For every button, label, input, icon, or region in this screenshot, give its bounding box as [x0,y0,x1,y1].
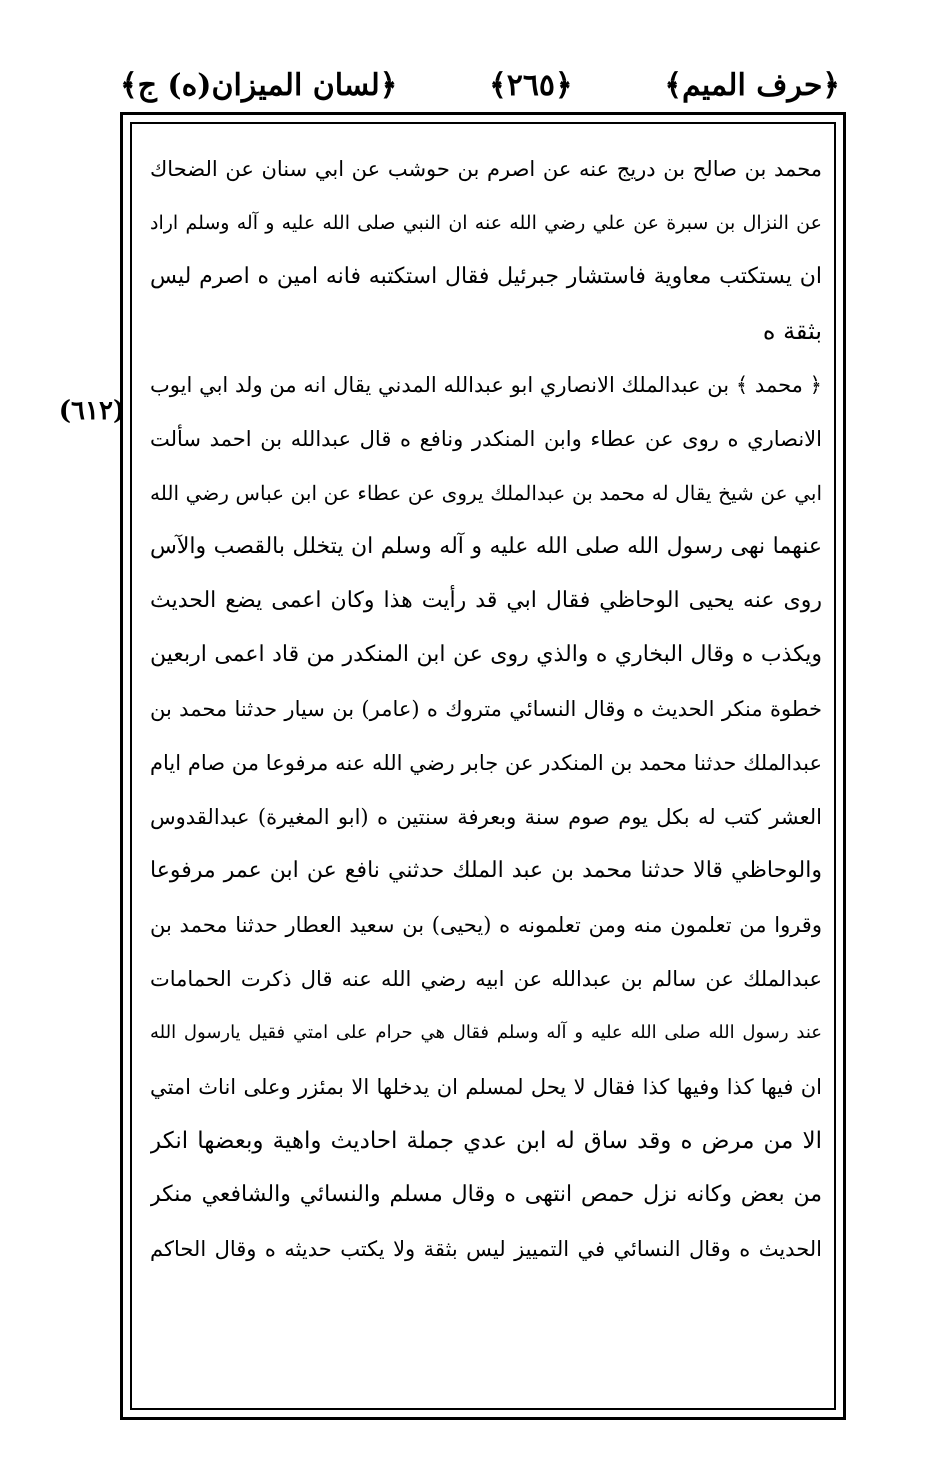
text-line: وقروا من تعلمون منه ومن تعلمونه ه (يحيى) بن سعيد العطار حدثنا محمد بن [150,913,822,937]
text-line: عنهما نهى رسول الله صلى الله عليه و آله وسلم ان يتخلل بالقصب والآس [150,534,822,559]
page-header [120,58,840,112]
text-line: عبدالملك حدثنا محمد بن المنكدر عن جابر رضي الله عنه مرفوعا من صام ايام [150,751,822,775]
text-line: محمد بن صالح بن دريج عنه عن اصرم بن حوشب عن ابي سنان عن الضحاك [150,157,822,181]
page-number: ﴿٢٦٥﴾ [489,67,573,103]
text-line: من بعض وكانه نزل حمص انتهى ه وقال مسلم والنسائي والشافعي منكر [150,1182,822,1207]
text-line: عن النزال بن سبرة عن علي رضي الله عنه ان النبي صلى الله عليه و آله وسلم اراد [150,212,822,234]
text-line: بثقة ه [762,317,822,345]
text-line: ان يستكتب معاوية فاستشار جبرئيل فقال استكتبه فانه امين ه اصرم ليس [150,264,822,289]
text-line: عند رسول الله صلى الله عليه و آله وسلم فقال هي حرام على امتي فقيل يارسول الله [150,1022,822,1043]
text-line: روى عنه يحيى الوحاظي فقال ابي قد رأيت هذا وكان اعمى يضع الحديث [150,588,822,613]
book-title: ﴿لسان الميزان(ه) ج﴾ [120,67,398,103]
text-line: ويكذب ه وقال البخاري ه والذي روى عن ابن المنكدر من قاد اعمى اربعين [150,642,822,667]
text-line: الا من مرض ه وقد ساق له ابن عدي جملة احاديث واهية وبعضها انكر [150,1128,822,1154]
text-line: ﴿ محمد ﴾ بن عبدالملك الانصاري ابو عبدالله المدني يقال انه من ولد ابي ايوب [150,373,822,397]
body-text [150,142,822,1276]
text-line: خطوة منكر الحديث ه وقال النسائي متروك ه (عامر) بن سيار حدثنا محمد بن [150,697,822,721]
text-line: عبدالملك عن سالم بن عبدالله عن ابيه رضي الله عنه قال ذكرت الحمامات [150,967,822,991]
text-line: الحديث ه وقال النسائي في التمييز ليس بثقة ولا يكتب حديثه ه وقال الحاكم [150,1237,822,1261]
text-line: الانصاري ه روى عن عطاء وابن المنكدر ونافع ه قال عبدالله بن احمد سألت [150,427,822,451]
section-title: ﴿حرف الميم﴾ [664,67,840,103]
text-line: ابي عن شيخ يقال له محمد بن عبدالملك يروى عن عطاء عن ابن عباس رضي الله [150,481,822,505]
margin-entry-number: (٦١٢) [58,396,126,426]
text-line: والوحاظي قالا حدثنا محمد بن عبد الملك حدثني نافع عن ابن عمر مرفوعا [150,858,822,883]
text-line: ان فيها كذا وفيها كذا فقال لا يحل لمسلم ان يدخلها الا بمئزر وعلى اناث امتي [150,1075,822,1099]
text-line: العشر كتب له بكل يوم صوم سنة وبعرفة سنتين ه (ابو المغيرة) عبدالقدوس [150,805,822,829]
